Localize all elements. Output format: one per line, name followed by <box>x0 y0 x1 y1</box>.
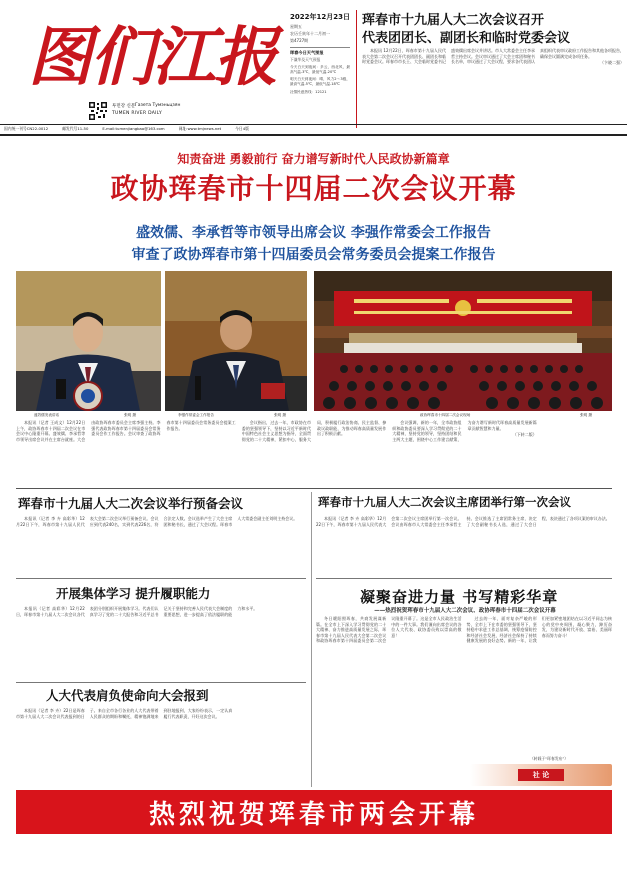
section-divider-4 <box>16 682 306 683</box>
story-4-body: 本报讯（记者 高彩华）12月22日，珲春市第十九届人大二次会议各代表团分别组织开展集体学习。代表们认真学习了党的二十大报告和习近平总书记关于坚持和完善人民代表大会制度的重要思想，进一步提高了依法履职的能力和水平。 <box>16 606 258 617</box>
masthead-foreign-name: Газета Тумэньцзян <box>135 103 181 108</box>
photo-2-caption: 李强作常委会工作报告 <box>178 413 214 417</box>
weather-box <box>290 47 350 117</box>
story-5-body: 本报讯（记者 李 卉）22日是珲春市第十九届人大二次会议代表报到的日子。来自全市各行各业的人大代表带着人民群众的期盼和嘱托，精神饱满地来到驻地报到，大家纷纷表示，一定认真履行代表职责，开好这次会议。 <box>16 708 233 719</box>
weather-subtitle: 下谦华及天气预报 <box>290 57 321 62</box>
info-bar-bottom-rule <box>0 134 627 136</box>
info-pages: 今日4版 <box>235 126 249 131</box>
info-bar-top-rule <box>0 124 627 125</box>
info-postal-code: 邮发代号11-50 <box>62 126 89 131</box>
info-email: E-mail:tumenjiangbao@163.com <box>102 126 165 131</box>
info-bar <box>0 126 627 134</box>
photo-speaker-1 <box>16 271 161 411</box>
masthead-korean-name: 투먼강 신문 <box>112 104 136 109</box>
bottom-banner-text: 热烈祝贺珲春市两会开幕 <box>148 799 479 830</box>
editorial-badge-label: 社 论 <box>518 769 564 781</box>
story-4-title: 开展集体学习 提升履职能力 <box>56 586 211 601</box>
editorial-body: 冬日暖阳照珲春，共商发展谋新篇。在全市上下深入学习贯彻党的二十大精神、奋力推进高质量发展之际，珲春市第十九届人民代表大会第二次会议和政协珲春市第十四届委员会第二次会议隆重开幕了。这是全市人民政治生活中的一件大事。我们谨向出席会议的各位人大代表、政协委员致以崇高的敬意！ 过去的一年，面对复杂严峻的形势，全市上下在市委的坚强领导下，坚持稳中求进工作总基调，统筹疫情防控和经济社会发展，经济社会保持了持续健康发展的良好态势。新的一年，让我们更加紧密地团结在以习近平同志为核心的党中央周围，凝心聚力，踔厉奋发，为建设新时代开放、富裕、美丽珲春而努力奋斗！ <box>316 616 612 643</box>
section-divider-1 <box>16 488 612 489</box>
qr-code-icon <box>88 101 108 121</box>
info-cn-number: 国内统一刊号CN22-0012 <box>4 126 49 131</box>
column-divider <box>311 492 312 787</box>
issue-lunar: 农历壬寅年十二月初一 <box>290 31 330 36</box>
editorial-credit: （转载于“珲春发布”） <box>530 756 569 761</box>
section-divider-2 <box>16 578 306 579</box>
issue-number: 第4727期 <box>290 38 309 43</box>
top-story-body: 本报讯 12月22日，珲春市第十九届人民代表大会第二次会议召开代表团团长、副团长和临时党委会议。珲春市市长王、大会临时党委书记盛效儒出席会议并讲话。市人大常委会主任李承哲主持会议。会议审议通过了大会主席团和秘书长名单，审议通过了大会议程，要求各代表团认真组织代表审议政府工作报告和其他各项报告，确保会议圆满完成各项任务。 （卞晓二强） <box>362 48 624 65</box>
top-story-title-1: 珲春市十九届人大二次会议召开 <box>362 13 545 28</box>
story-3-body: 本报讯（记者 李 卉 高彩华）12月22日下午，珲春市第十九届人民代表大会第二次会议主席团举行第一次会议。会议由珲春市人大常委会主任李承哲主持。会议推选了主席团常务主席，决定了大会副秘书长人选，通过了大会日程，表决通过了各项议案的审议办法。 <box>316 516 610 527</box>
photo-1-credit: 张明 摄 <box>124 413 136 417</box>
photo-3-credit: 张明 摄 <box>580 413 592 417</box>
newspaper-logo: 图们江报 <box>28 20 276 95</box>
issue-weekday: 星期五 <box>290 24 302 29</box>
weather-line-1: 今天白天到夜间：多云，西北风，最高气温-3℃，最低气温-20℃ <box>290 65 350 74</box>
photo-assembly-hall <box>314 271 612 411</box>
issue-date: 2022年12月23日 <box>290 13 350 21</box>
masthead <box>0 0 627 134</box>
photo-1-caption: 盛效儒发表讲话 <box>34 413 60 417</box>
story-3-title: 珲春市十九届人大二次会议主席团举行第一次会议 <box>318 495 571 509</box>
editorial-title: 凝聚奋进力量 书写精彩华章 <box>360 588 559 606</box>
photo-2-credit: 张明 摄 <box>274 413 286 417</box>
bottom-banner <box>16 790 612 834</box>
section-divider-3 <box>316 578 612 579</box>
deck-1: 盛效儒、李承哲等市领导出席会议 李强作常委会工作报告 <box>136 225 491 241</box>
weather-title: 珲春今日天气预报 <box>290 50 324 55</box>
story-2-title: 珲春市十九届人大二次会议举行预备会议 <box>18 496 244 511</box>
lead-article-body: 本报讯（记者 王成文）12月22日上午，政协珲春市十四届二次会议在市会议中心隆重开幕。盛效儒、李承哲等市领导出席会议并在主席台就座。大会由政协珲春市委员会主席李强主持。李强代表政协珲春市第十四届委员会常务委员会作工作报告。会议审查了政协珲春市第十四届委员会常务委员会提案工作报告。 会议指出，过去一年，市政协在市委的坚强领导下，坚持以习近平新时代中国特色社会主义思想为指导，全面贯彻党的二十大精神，紧扣中心，服务大局，积极履行政治协商、民主监督、参政议政职能，为推动珲春高质量发展作出了积极贡献。 会议强调，新的一年，全市政协组织和政协委员要深入学习贯彻党的二十大精神，坚持党的领导，坚持团结和民主两大主题，围绕中心工作建言献策，为奋力谱写新时代珲春高质量发展新篇章贡献智慧和力量。 （下转二版） <box>16 420 537 442</box>
story-2-body: 本报讯（记者 李 卉 高彩华）12月22日下午，珲春市第十九届人民代表大会第二次会议举行预备会议。会议应到代表240名，实到代表226名，符合法定人数。会议选举产生了大会主席团和秘书长，通过了大会议程。珲春市人大常委会副主任刘明主持会议。 <box>16 516 298 527</box>
masthead-divider <box>356 10 357 128</box>
photo-speaker-2 <box>165 271 307 411</box>
editorial-badge <box>470 764 612 786</box>
weather-line-2: 明天白天到夜间：晴，风力2～3级，最高气温-5℃，最低气温-18℃ <box>290 77 350 86</box>
hotline: 社情民意热线：12121 <box>290 90 327 94</box>
deck-2: 审查了政协珲春市第十四届委员会常务委员会提案工作报告 <box>131 247 496 263</box>
top-story-title-2: 代表团团长、副团长和临时党委会议 <box>362 31 571 46</box>
photo-3-caption: 政协珲春市十四届二次会议现场 <box>420 413 471 417</box>
editorial-subtitle: ——热烈祝贺珲春市十九届人大二次会议、政协珲春市十四届二次会议开幕 <box>374 608 556 614</box>
story-5-title: 人大代表肩负使命向大会报到 <box>46 688 209 703</box>
headline: 政协珲春市十四届二次会议开幕 <box>110 172 517 205</box>
kicker: 知责奋进 勇毅前行 奋力谱写新时代人民政协新篇章 <box>177 152 450 166</box>
masthead-english-name: TUMEN RIVER DAILY <box>112 111 163 116</box>
info-website: 网址:www.tmjnews.net <box>178 126 222 131</box>
